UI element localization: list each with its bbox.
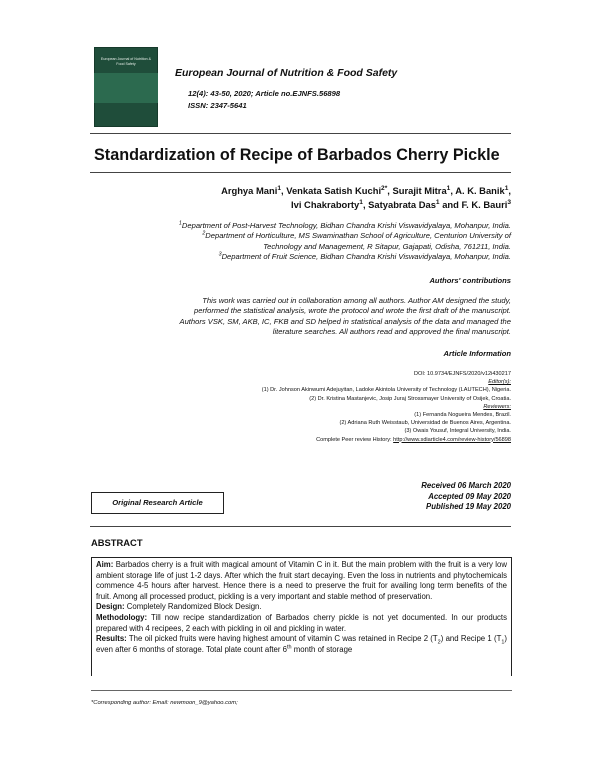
results-text: ) even after 6 months of storage. Total plate count after 6 xyxy=(96,634,507,654)
affiliation-2 xyxy=(96,231,511,241)
author-affiliation-mark: 3 xyxy=(507,198,511,206)
author-separator: , xyxy=(387,185,393,196)
results-text: ) and Recipe 1 (T xyxy=(440,634,502,644)
peer-review-link[interactable]: http://www.sdiarticle4.com/review-history/56898 xyxy=(393,436,511,443)
abstract-results xyxy=(96,634,507,655)
affiliation-mark: 2 xyxy=(202,230,206,237)
journal-cover-image xyxy=(94,47,158,127)
aim-text: Barbados cherry is a fruit with magical amount of Vitamin C in it. But the main problem with the fruit is a very low ambient storage life of just 1-2 days. After which the fruit start decaying. Even the loss in nutrients and phytochemicals commence 4-5 hours after harvest. Hence there is a need to preserve the fruit for availing long term benefits of the fruit. Among all processed product, pickling is a very important and stable method of preservation. xyxy=(96,560,507,601)
doi: DOI: 10.9734/EJNFS/2020/v12i430217 xyxy=(413,371,511,377)
abstract-aim xyxy=(96,560,507,602)
reviewer-item: (3) Owais Yousuf, Integral University, India. xyxy=(404,428,511,435)
article-title: Standardization of Recipe of Barbados Cherry Pickle xyxy=(94,146,500,164)
contributions-line: Authors VSK, SM, AKB, IC, FKB and SD helped in statistical analysis of the data and managed the xyxy=(179,316,511,326)
affiliations xyxy=(96,221,511,263)
corresponding-author-footnote: *Corresponding author: Email: newmoon_9@yahoo.com; xyxy=(91,700,238,706)
reviewer-item: (1) Fernanda Nogueira Mendes, Brazil. xyxy=(414,412,511,419)
author-affiliation-mark: 1 xyxy=(504,184,509,192)
author-name: Arghya Mani xyxy=(221,185,278,196)
affiliation-text: Department of Post-Harvest Technology, Bidhan Chandra Krishi Viswavidyalaya, Mohanpur, India. xyxy=(181,221,511,230)
cover-title: European Journal of Nutrition & Food Safety xyxy=(100,57,152,66)
affiliation-2-cont xyxy=(96,242,511,252)
affiliation-text: Department of Fruit Science, Bidhan Chandra Krishi Viswavidyalaya, Mohanpur, India. xyxy=(221,252,511,262)
footnote-rule xyxy=(91,690,512,691)
journal-volume: 12(4): 43-50, 2020; Article no.EJNFS.56898 xyxy=(188,89,341,98)
editor-item: (2) Dr. Kristina Mastanjevic, Josip Juraj Strossmayer University of Osijek, Croatia. xyxy=(309,395,511,402)
results-text: The oil picked fruits were having highest amount of vitamin C was retained in Recipe 2 (T xyxy=(128,634,438,644)
abstract-heading: ABSTRACT xyxy=(91,537,143,548)
design-label: Design: xyxy=(96,602,125,612)
author-separator: , xyxy=(281,185,287,196)
peer-review-label: Complete Peer review History: xyxy=(316,436,392,443)
author-affiliation-mark: 1 xyxy=(277,184,281,192)
author-and: and xyxy=(439,199,462,210)
journal-issn: ISSN: 2347-5641 xyxy=(188,101,247,110)
header-rule-bottom xyxy=(90,172,511,173)
results-superscript: th xyxy=(287,644,292,651)
reviewers-label: Reviewers: xyxy=(483,403,511,410)
abstract-box xyxy=(91,557,512,676)
contributions-heading: Authors' contributions xyxy=(429,276,511,285)
abstract-methodology xyxy=(96,613,507,634)
author-name: F. K. Bauri xyxy=(461,199,508,210)
author-list xyxy=(110,184,511,212)
peer-review-history xyxy=(96,436,511,444)
header-rule-top xyxy=(90,133,511,134)
affiliation-mark: 1 xyxy=(178,220,182,227)
author-separator: , xyxy=(450,185,456,196)
aim-label: Aim: xyxy=(96,560,114,569)
publication-dates xyxy=(300,481,511,513)
received-date: Received 06 March 2020 xyxy=(421,481,511,490)
published-date: Published 19 May 2020 xyxy=(426,502,511,511)
affiliation-mark: 3 xyxy=(218,251,222,258)
methodology-text: Till now recipe standardization of Barbados cherry pickle is not yet documented. In our products prepared with 4 recipees, 2 each with pickling in oil and pickling in water. xyxy=(96,612,507,633)
contributions-line: performed the statistical analysis, wrote the protocol and wrote the first draft of the manuscript. xyxy=(194,306,511,316)
article-info-heading: Article Information xyxy=(443,349,511,358)
affiliation-1 xyxy=(96,221,511,231)
accepted-date: Accepted 09 May 2020 xyxy=(428,491,511,501)
affiliation-text: Department of Horticulture, MS Swaminathan School of Agriculture, Centurion University of xyxy=(205,231,511,241)
contributions-line: This work was carried out in collaboration among all authors. Author AM designed the study, xyxy=(202,296,511,305)
editor-item: (1) Dr. Johnson Akinwumi Adejuyitan, Ladoke Akintola University of Technology (LAUTECH), Nigeria. xyxy=(261,387,511,394)
abstract-design xyxy=(96,602,507,613)
reviewer-item: (2) Adriana Ruth Weisstaub, Universidad de Buenos Aires, Argentina. xyxy=(339,420,511,427)
author-line-1 xyxy=(110,184,511,198)
author-affiliation-mark: 2* xyxy=(381,184,388,192)
author-affiliation-mark: 1 xyxy=(435,198,440,206)
results-label: Results: xyxy=(96,634,127,644)
abstract-rule xyxy=(90,526,511,527)
journal-name: European Journal of Nutrition & Food Safety xyxy=(175,67,398,79)
editors-label: Editor(s): xyxy=(488,379,511,386)
article-info xyxy=(96,370,511,444)
author-separator: , xyxy=(508,185,511,196)
author-name: A. K. Banik xyxy=(455,185,505,196)
author-name: Satyabrata Das xyxy=(368,199,436,210)
contributions-line: literature searches. All authors read and approved the final manuscript. xyxy=(272,327,511,337)
affiliation-text: Technology and Management, R Sitapur, Gajapati, Odisha, 761211, India. xyxy=(263,241,511,251)
author-affiliation-mark: 1 xyxy=(446,184,451,192)
results-text: month of storage xyxy=(291,644,353,654)
design-text: Completely Randomized Block Design. xyxy=(126,602,262,612)
author-separator: , xyxy=(362,199,369,210)
results-subscript: 1 xyxy=(501,639,505,646)
results-subscript: 2 xyxy=(437,639,441,646)
contributions-text xyxy=(96,296,511,338)
author-name: Ivi Chakraborty xyxy=(291,199,360,210)
affiliation-3 xyxy=(96,252,511,262)
cover-band xyxy=(94,73,158,103)
author-line-2 xyxy=(110,198,511,212)
methodology-label: Methodology: xyxy=(96,612,148,622)
article-type-badge: Original Research Article xyxy=(91,492,224,514)
author-affiliation-mark: 1 xyxy=(359,198,363,206)
author-name: Venkata Satish Kuchi xyxy=(286,185,382,196)
author-name: Surajit Mitra xyxy=(392,185,447,196)
